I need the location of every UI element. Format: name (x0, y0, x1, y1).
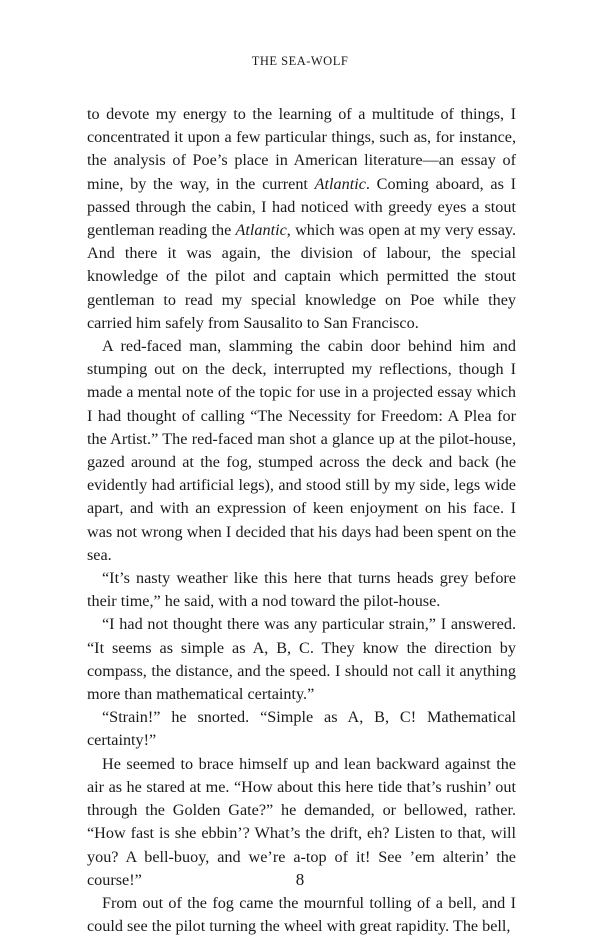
body-text (87, 103, 516, 938)
paragraph-1 (87, 103, 516, 335)
paragraph-7: From out of the fog came the mournful tolling of a bell, and I could see the pilot turning the wheel with great rapidity. The bell, (87, 893, 516, 936)
paragraph-1-part-c: . Coming aboard, as I passed through the cabin, I had noticed with greedy eyes a stout gentleman reading the (87, 174, 516, 240)
paragraph-1-part-a: to devote my energy to the learning of a multitude of things, I concentrated it upon a few particular things, such as, for instance, the analysis of Poe’s place in American literature—an essay of mine, by the way, in the current (87, 105, 516, 193)
atlantic-italic-2: Atlantic (235, 221, 287, 240)
paragraph-5: “Strain!” he snorted. “Simple as A, B, C! Mathematical certainty!” (87, 708, 516, 750)
page-number: 8 (295, 870, 305, 889)
paragraph-6: He seemed to brace himself up and lean backward against the air as he stared at me. “How about this here tide that’s rushin’ out through the Golden Gate?” he demanded, or bellowed, rather. “How fast is she ebbin’? What’s the drift, eh? Listen to that, will you? A bell-buoy, and we’re a-top of it! See ’em alterin’ the course!” (87, 754, 516, 889)
paragraph-4: “I had not thought there was any particular strain,” I answered. “It seems as simple as A, B, C. They know the direction by compass, the distance, and the speed. I should not call it anything more than mathematical certainty.” (87, 615, 516, 704)
running-head: THE SEA-WOLF (251, 54, 349, 68)
paragraph-2: A red-faced man, slamming the cabin door behind him and stumping out on the deck, interrupted my reflections, though I made a mental note of the topic for use in a projected essay which I had thought of calling “The Necessity for Freedom: A Plea for the Artist.” The red-faced man shot a glance up at the pilot-house, gazed around at the fog, stumped across the deck and back (he evidently had artificial legs), and stood still by my side, legs wide apart, and with an expression of keen enjoyment on his face. I was not wrong when I decided that his days had been spent on the sea. (87, 337, 516, 564)
paragraph-1-part-e: , which was open at my very essay. And there it was again, the division of labour, the special knowledge of the pilot and captain which permitted the stout gentleman to read my special knowledge on Poe while they carried him safely from Sausalito to San Francisco. (87, 221, 516, 332)
atlantic-italic-1: Atlantic (314, 174, 366, 193)
paragraph-3: “It’s nasty weather like this here that turns heads grey before their time,” he said, with a nod toward the pilot-house. (87, 569, 516, 611)
